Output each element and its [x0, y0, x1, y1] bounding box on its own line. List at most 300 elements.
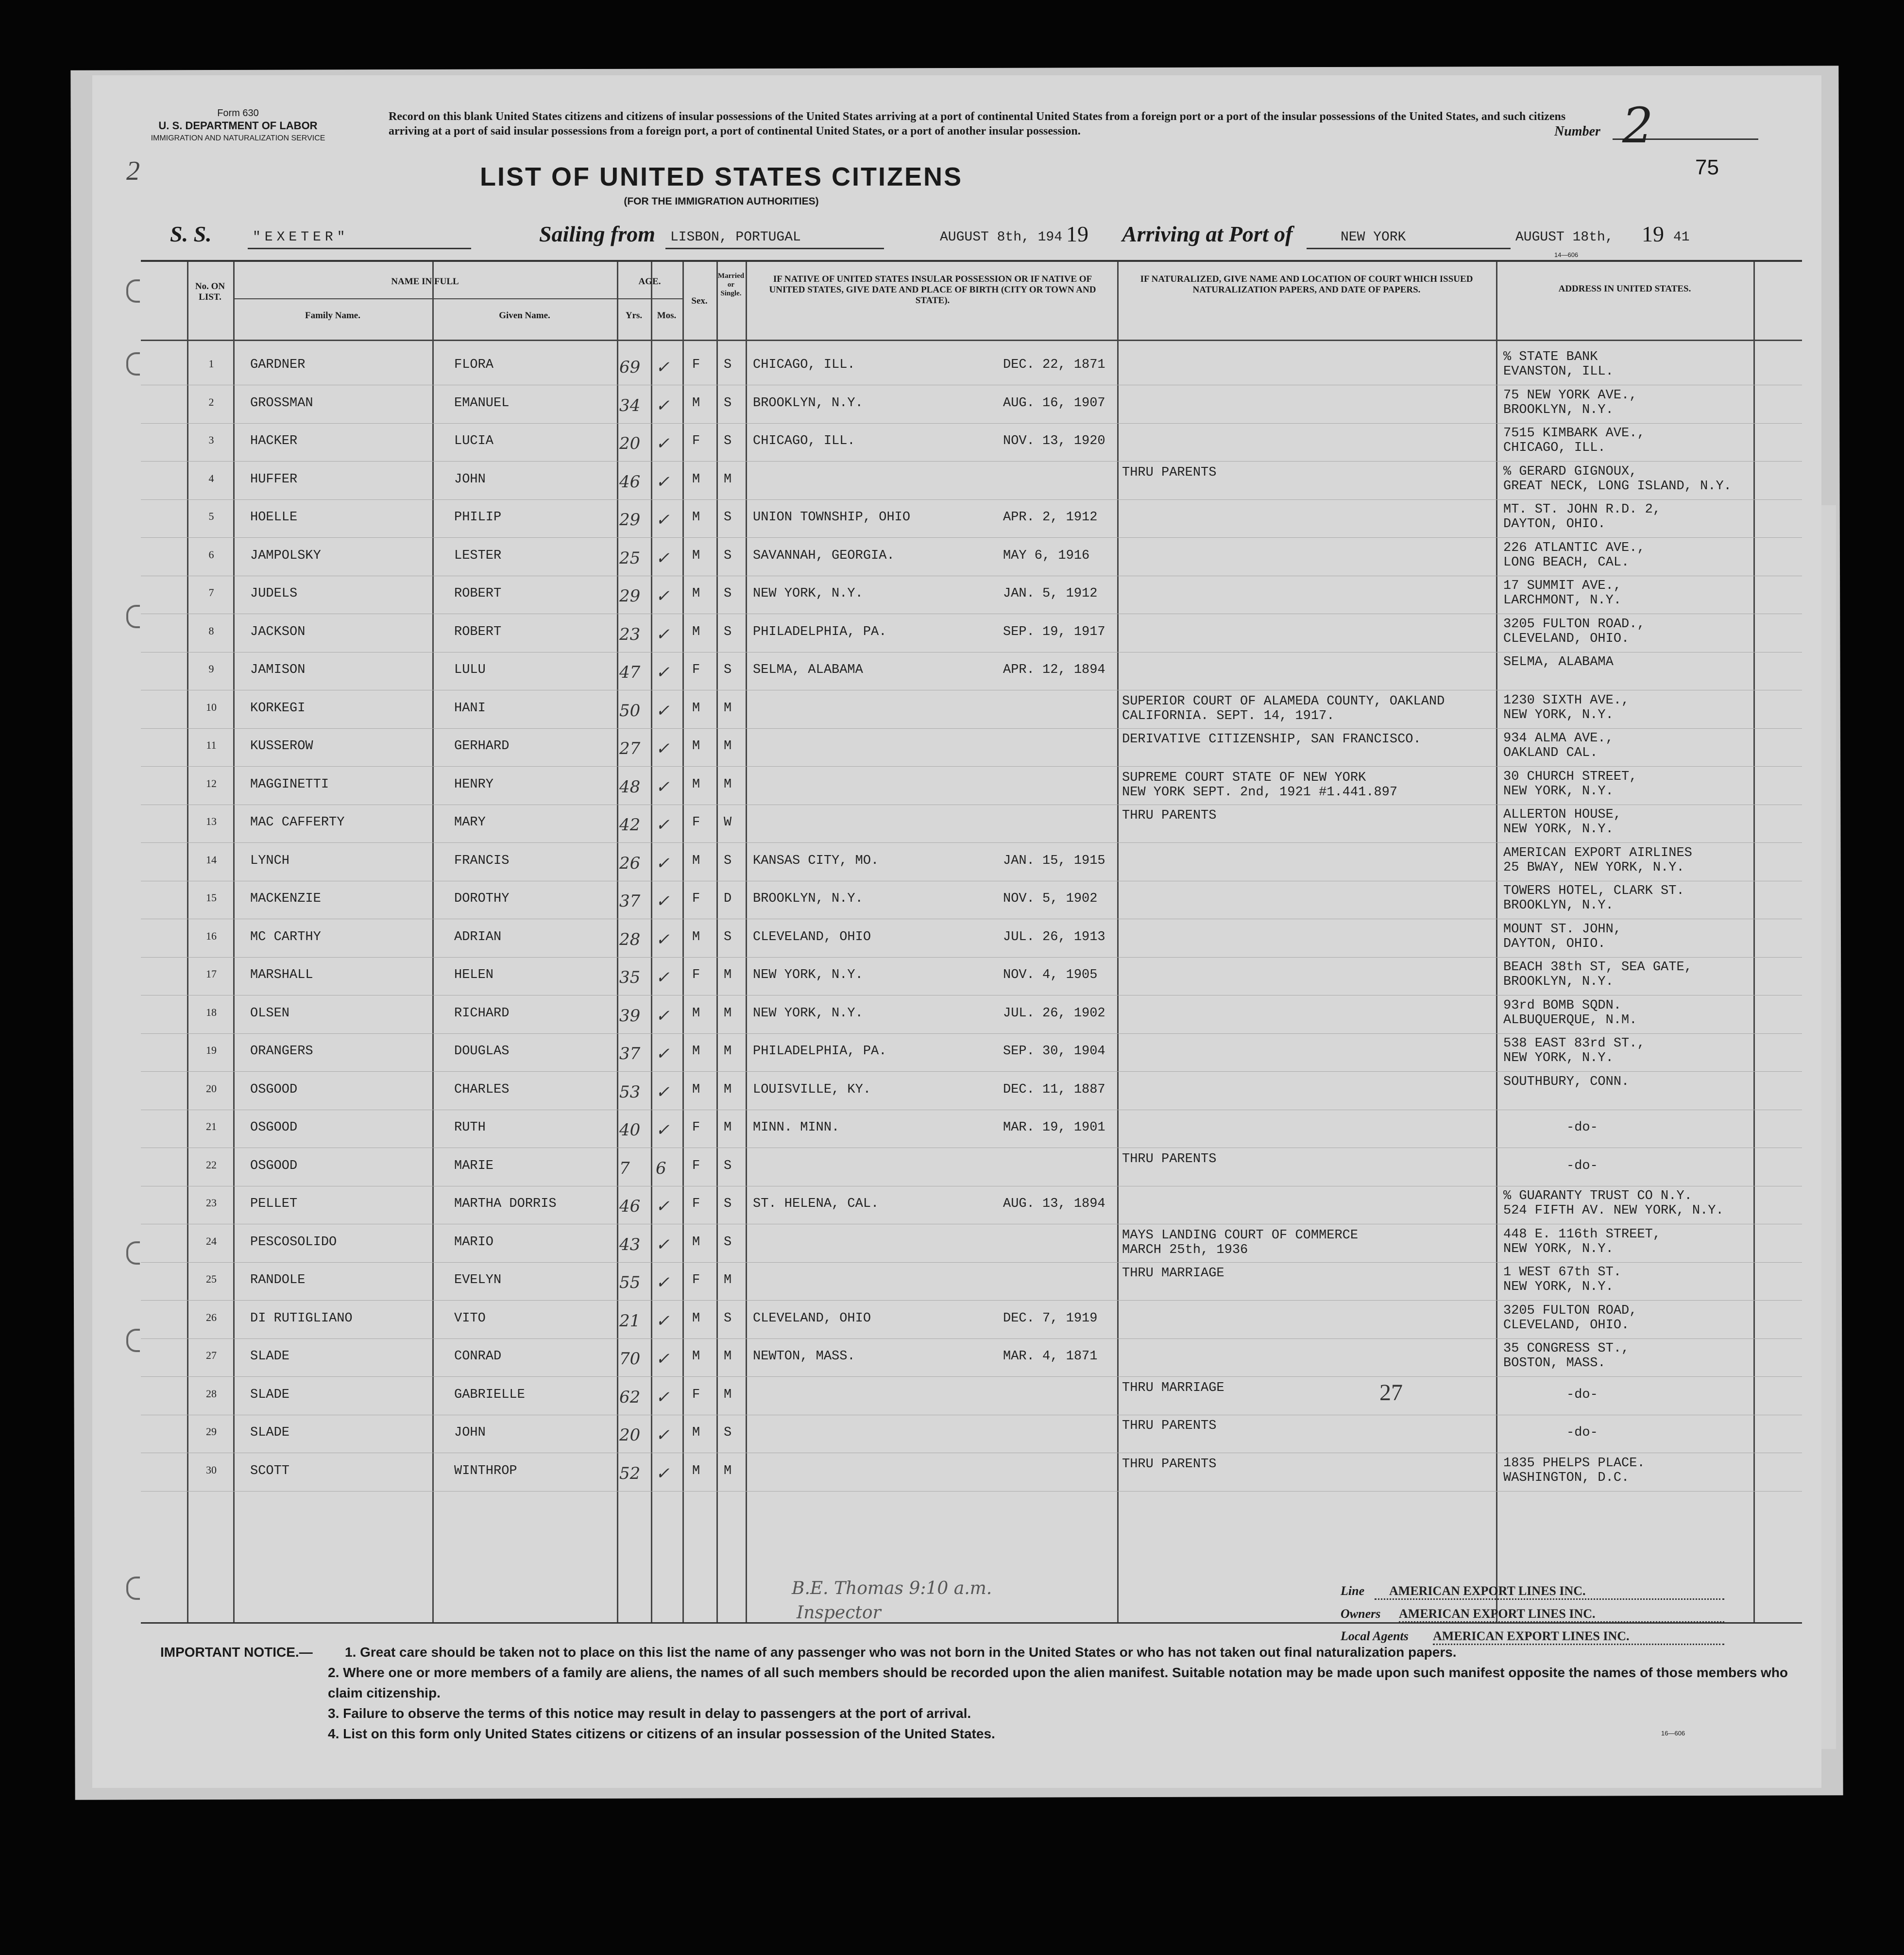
age-years: 55 — [619, 1273, 641, 1292]
address-line-1: % STATE BANK — [1503, 350, 1598, 364]
age-years: 46 — [619, 472, 641, 492]
family-name: OSGOOD — [250, 1120, 298, 1135]
marital-status: M — [724, 1349, 732, 1364]
birth-place: PHILADELPHIA, PA. — [753, 1044, 887, 1059]
age-years: 20 — [619, 1425, 641, 1445]
table-row — [141, 499, 1802, 538]
birth-place: CHICAGO, ILL. — [753, 434, 855, 448]
family-name: SLADE — [250, 1387, 290, 1402]
age-months: ✓ — [656, 663, 670, 682]
family-name: LYNCH — [250, 853, 290, 868]
table-row — [141, 538, 1802, 576]
birth-date: JUL. 26, 1913 — [1003, 929, 1105, 944]
marital-status: S — [724, 1425, 732, 1440]
address-line-2: BROOKLYN, N.Y. — [1503, 898, 1614, 913]
birth-date: DEC. 22, 1871 — [1003, 358, 1105, 372]
marital-status: M — [724, 1463, 732, 1478]
address-line-2: BROOKLYN, N.Y. — [1503, 975, 1614, 989]
birth-place: SAVANNAH, GEORGIA. — [753, 548, 895, 563]
birth-place: CLEVELAND, OHIO — [753, 1311, 871, 1326]
family-name: MACKENZIE — [250, 892, 321, 906]
age-years: 23 — [619, 624, 641, 644]
birth-place: SELMA, ALABAMA — [753, 663, 863, 677]
sex: M — [692, 395, 700, 411]
address-line-2: NEW YORK, N.Y. — [1503, 1241, 1614, 1256]
sex: M — [692, 624, 700, 639]
marital-status: S — [724, 395, 732, 411]
table-row — [141, 843, 1802, 881]
table-row — [141, 919, 1802, 958]
age-years: 35 — [619, 968, 641, 987]
row-number: 3 — [208, 434, 214, 446]
address-line-2: DAYTON, OHIO. — [1503, 517, 1606, 532]
table-row — [141, 1224, 1802, 1263]
birth-place: UNION TOWNSHIP, OHIO — [753, 510, 911, 525]
header-no: No. ON LIST. — [195, 281, 225, 302]
row-number: 17 — [206, 968, 217, 980]
address-line-1: -do- — [1566, 1158, 1598, 1173]
address-line-1: -do- — [1566, 1387, 1598, 1402]
table-row — [141, 1338, 1802, 1377]
header-married: Married or Single. — [717, 272, 745, 297]
marital-status: S — [724, 548, 732, 563]
naturalization-1: THRU MARRIAGE — [1122, 1266, 1224, 1281]
given-name: RUTH — [454, 1120, 486, 1135]
family-name: JUDELS — [250, 586, 298, 601]
row-number: 21 — [206, 1120, 217, 1132]
sex: M — [692, 1235, 700, 1250]
given-name: HENRY — [454, 777, 494, 792]
line-value: AMERICAN EXPORT LINES INC. — [1389, 1584, 1586, 1598]
table-row — [141, 728, 1802, 767]
age-months: ✓ — [656, 777, 670, 797]
sex: F — [692, 1120, 700, 1135]
address-line-1: 75 NEW YORK AVE., — [1503, 388, 1637, 403]
address-line-1: 3205 FULTON ROAD., — [1503, 617, 1645, 632]
family-name: SCOTT — [250, 1463, 290, 1478]
sex: M — [692, 1044, 700, 1059]
sex: F — [692, 1197, 700, 1211]
marital-status: M — [724, 1387, 732, 1402]
family-name: OSGOOD — [250, 1158, 298, 1173]
address-line-1: ALLERTON HOUSE, — [1503, 807, 1622, 822]
birth-date: MAY 6, 1916 — [1003, 548, 1090, 563]
age-months: ✓ — [656, 1044, 670, 1063]
address-line-2: OAKLAND CAL. — [1503, 746, 1598, 760]
marital-status: S — [724, 1158, 732, 1173]
address-line-1: 17 SUMMIT AVE., — [1503, 579, 1622, 593]
address-line-2: BROOKLYN, N.Y. — [1503, 402, 1614, 417]
birth-place: ST. HELENA, CAL. — [753, 1197, 879, 1211]
given-name: JOHN — [454, 472, 486, 487]
age-years: 42 — [619, 815, 641, 835]
marital-status: S — [724, 1311, 732, 1326]
table-row — [141, 576, 1802, 614]
family-name: ORANGERS — [250, 1044, 313, 1059]
sex: M — [692, 1349, 700, 1364]
family-name: HUFFER — [250, 472, 298, 487]
address-line-1: 93rd BOMB SQDN. — [1503, 998, 1622, 1013]
family-name: MARSHALL — [250, 968, 313, 982]
age-years: 27 — [619, 739, 641, 758]
arrival-year: 41 — [1673, 230, 1690, 245]
birth-date: NOV. 5, 1902 — [1003, 892, 1098, 906]
header-age: AGE. — [638, 276, 661, 287]
given-name: ADRIAN — [454, 929, 502, 944]
service-name: IMMIGRATION AND NATURALIZATION SERVICE — [151, 134, 325, 142]
address-line-1: % GUARANTY TRUST CO N.Y. — [1503, 1189, 1692, 1203]
birth-place: CHICAGO, ILL. — [753, 358, 855, 372]
department-name: U. S. DEPARTMENT OF LABOR — [158, 120, 318, 132]
given-name: WINTHROP — [454, 1463, 517, 1478]
passenger-table — [141, 260, 1802, 1624]
header-family-name: Family Name. — [305, 310, 360, 321]
address-line-2: GREAT NECK, LONG ISLAND, N.Y. — [1503, 479, 1732, 494]
naturalization-1: MAYS LANDING COURT OF COMMERCE — [1122, 1228, 1359, 1243]
line-label: Line — [1341, 1584, 1365, 1598]
age-months: ✓ — [656, 1349, 670, 1369]
table-row — [141, 1262, 1802, 1301]
family-name: JAMPOLSKY — [250, 548, 321, 563]
birth-place: CLEVELAND, OHIO — [753, 929, 871, 944]
naturalization-1: THRU PARENTS — [1122, 1151, 1217, 1166]
naturalization-1: SUPERIOR COURT OF ALAMEDA COUNTY, OAKLAND — [1122, 694, 1445, 709]
punch-hole — [126, 1329, 140, 1352]
naturalization-1: THRU PARENTS — [1122, 465, 1217, 480]
age-months: 6 — [656, 1158, 666, 1178]
header-address: ADDRESS IN UNITED STATES. — [1558, 284, 1691, 294]
table-row — [141, 995, 1802, 1034]
row-number: 13 — [206, 815, 217, 827]
address-line-1: 934 ALMA AVE., — [1503, 731, 1614, 746]
address-line-2: CHICAGO, ILL. — [1503, 441, 1606, 455]
given-name: MARIE — [454, 1158, 494, 1173]
birth-place: LOUISVILLE, KY. — [753, 1082, 871, 1097]
print-code-top: 14—606 — [1554, 251, 1579, 258]
sex: M — [692, 777, 700, 792]
birth-date: APR. 12, 1894 — [1003, 663, 1105, 677]
marital-status: S — [724, 586, 732, 601]
owners-value: AMERICAN EXPORT LINES INC. — [1399, 1607, 1596, 1621]
row-number: 9 — [208, 663, 214, 675]
row-number: 27 — [206, 1349, 217, 1361]
family-name: PELLET — [250, 1197, 298, 1211]
age-months: ✓ — [656, 586, 670, 606]
age-years: 48 — [619, 777, 641, 797]
age-months: ✓ — [656, 701, 670, 720]
marital-status: S — [724, 434, 732, 448]
age-years: 46 — [619, 1197, 641, 1216]
age-months: ✓ — [656, 1082, 670, 1102]
address-line-2: 524 FIFTH AV. NEW YORK, N.Y. — [1503, 1203, 1724, 1218]
given-name: RICHARD — [454, 1006, 510, 1021]
table-row — [141, 690, 1802, 729]
address-line-1: SOUTHBURY, CONN. — [1503, 1074, 1630, 1089]
address-line-2: NEW YORK, N.Y. — [1503, 822, 1614, 837]
address-line-1: 35 CONGRESS ST., — [1503, 1341, 1630, 1356]
age-months: ✓ — [656, 1425, 670, 1445]
given-name: FRANCIS — [454, 853, 510, 868]
family-name: MAC CAFFERTY — [250, 815, 345, 830]
address-line-1: 7515 KIMBARK AVE., — [1503, 426, 1645, 441]
given-name: MARY — [454, 815, 486, 830]
row-number: 7 — [208, 586, 214, 599]
marital-status: S — [724, 929, 732, 944]
owners-label: Owners — [1341, 1607, 1381, 1621]
number-value: 2 — [1622, 97, 1653, 154]
given-name: GERHARD — [454, 739, 510, 754]
sex: F — [692, 434, 700, 448]
sex: F — [692, 358, 700, 372]
family-name: GROSSMAN — [250, 395, 313, 411]
marital-status: S — [724, 1235, 732, 1250]
table-row — [141, 957, 1802, 995]
form-identifier — [141, 107, 335, 145]
address-line-1: 1230 SIXTH AVE., — [1503, 693, 1630, 708]
given-name: LESTER — [454, 548, 502, 563]
naturalization-2: MARCH 25th, 1936 — [1122, 1242, 1248, 1257]
marital-status: M — [724, 1044, 732, 1059]
row-number: 24 — [206, 1235, 217, 1247]
age-years: 20 — [619, 434, 641, 453]
punch-hole — [126, 1241, 140, 1265]
table-row — [141, 767, 1802, 805]
row-number: 4 — [208, 472, 214, 484]
age-months: ✓ — [656, 1197, 670, 1216]
sex: M — [692, 1082, 700, 1097]
family-name: JAMISON — [250, 663, 306, 677]
row-number: 5 — [208, 510, 214, 522]
inspector-signature: B.E. Thomas 9:10 a.m. — [792, 1578, 992, 1598]
punch-hole — [126, 352, 140, 376]
given-name: JOHN — [454, 1425, 486, 1440]
age-years: 29 — [619, 586, 641, 606]
table-row — [141, 1415, 1802, 1453]
row-number: 14 — [206, 853, 217, 866]
age-years: 21 — [619, 1311, 641, 1331]
age-years: 40 — [619, 1120, 641, 1140]
marital-status: D — [724, 892, 732, 906]
family-name: OSGOOD — [250, 1082, 298, 1097]
given-name: PHILIP — [454, 510, 502, 525]
age-years: 50 — [619, 701, 641, 720]
sex: M — [692, 929, 700, 944]
birth-place: KANSAS CITY, MO. — [753, 853, 879, 868]
age-months: ✓ — [656, 395, 670, 415]
birth-date: JAN. 5, 1912 — [1003, 586, 1098, 601]
table-row — [141, 805, 1802, 843]
sex: M — [692, 1311, 700, 1326]
address-line-1: 1835 PHELPS PLACE. — [1503, 1456, 1645, 1471]
address-line-1: 1 WEST 67th ST. — [1503, 1265, 1622, 1280]
marital-status: M — [724, 968, 732, 982]
address-line-1: MT. ST. JOHN R.D. 2, — [1503, 502, 1661, 517]
row-number: 16 — [206, 929, 217, 942]
agents-value: AMERICAN EXPORT LINES INC. — [1433, 1629, 1630, 1643]
address-line-1: AMERICAN EXPORT AIRLINES — [1503, 845, 1692, 860]
age-years: 39 — [619, 1006, 641, 1026]
birth-place: NEWTON, MASS. — [753, 1349, 855, 1364]
birth-date: AUG. 16, 1907 — [1003, 395, 1105, 411]
marital-status: S — [724, 624, 732, 639]
given-name: HELEN — [454, 968, 494, 982]
marital-status: S — [724, 663, 732, 677]
marital-status: S — [724, 1197, 732, 1211]
birth-place: MINN. MINN. — [753, 1120, 840, 1135]
birth-date: APR. 2, 1912 — [1003, 510, 1098, 525]
age-years: 29 — [619, 510, 641, 530]
notice-item-4: 4. List on this form only United States citizens or citizens of an insular possession of the United States. — [328, 1726, 995, 1741]
birth-date: MAR. 19, 1901 — [1003, 1120, 1105, 1135]
age-years: 37 — [619, 892, 641, 911]
arrival-port: NEW YORK — [1341, 230, 1406, 245]
given-name: CHARLES — [454, 1082, 510, 1097]
age-months: ✓ — [656, 1311, 670, 1331]
table-row — [141, 1301, 1802, 1339]
row-number: 2 — [208, 395, 214, 408]
marital-status: M — [724, 1006, 732, 1021]
marital-status: M — [724, 1273, 732, 1287]
age-months: ✓ — [656, 1235, 670, 1254]
sex: F — [692, 1387, 700, 1402]
given-name: VITO — [454, 1311, 486, 1326]
manifest-sheet — [92, 75, 1821, 1788]
row-number: 26 — [206, 1311, 217, 1323]
age-months: ✓ — [656, 472, 670, 492]
table-row — [141, 614, 1802, 652]
age-months: ✓ — [656, 1273, 670, 1292]
row-number: 20 — [206, 1082, 217, 1095]
row-number: 30 — [206, 1463, 217, 1476]
age-months: ✓ — [656, 358, 670, 377]
punch-hole — [126, 605, 140, 628]
table-row — [141, 1377, 1802, 1415]
given-name: DOROTHY — [454, 892, 510, 906]
table-row — [141, 385, 1802, 424]
row-number: 22 — [206, 1158, 217, 1171]
count-note: 27 — [1379, 1380, 1403, 1406]
address-line-2: ALBUQUERQUE, N.M. — [1503, 1012, 1637, 1028]
given-name: EMANUEL — [454, 395, 510, 411]
margin-note: 2 — [126, 156, 140, 186]
form-number: Form 630 — [217, 108, 259, 119]
marital-status: M — [724, 1120, 732, 1135]
address-line-2: CLEVELAND, OHIO. — [1503, 1318, 1630, 1333]
age-months: ✓ — [656, 929, 670, 949]
age-years: 69 — [619, 358, 641, 377]
address-line-2: NEW YORK, N.Y. — [1503, 707, 1614, 722]
notice-item-1: 1. Great care should be taken not to place on this list the name of any passenger who was not born in the United States or who has not taken out final naturalization papers. — [345, 1645, 1457, 1660]
header-name: NAME IN FULL — [391, 276, 459, 287]
family-name: SLADE — [250, 1425, 290, 1440]
row-number: 8 — [208, 624, 214, 637]
age-months: ✓ — [656, 739, 670, 758]
birth-place: NEW YORK, N.Y. — [753, 968, 863, 982]
ship-name: "EXETER" — [253, 230, 349, 245]
birth-date: DEC. 7, 1919 — [1003, 1311, 1098, 1326]
naturalization-1: THRU PARENTS — [1122, 808, 1217, 823]
page-subtitle: (FOR THE IMMIGRATION AUTHORITIES) — [624, 196, 819, 207]
row-number: 18 — [206, 1006, 217, 1018]
sex: F — [692, 1158, 700, 1173]
address-line-1: -do- — [1566, 1425, 1598, 1440]
sailing-label: Sailing from — [539, 222, 656, 246]
age-months: ✓ — [656, 1463, 670, 1483]
marital-status: S — [724, 358, 732, 372]
age-years: 26 — [619, 853, 641, 873]
birth-place: PHILADELPHIA, PA. — [753, 624, 887, 639]
age-months: ✓ — [656, 1006, 670, 1026]
sex: M — [692, 586, 700, 601]
family-name: HOELLE — [250, 510, 298, 525]
age-months: ✓ — [656, 815, 670, 835]
birth-place: BROOKLYN, N.Y. — [753, 892, 863, 906]
header-naturalization: IF NATURALIZED, GIVE NAME AND LOCATION OF COURT WHICH ISSUED NATURALIZATION PAPERS, AND DATE OF PAPERS. — [1140, 274, 1473, 295]
naturalization-1: THRU MARRIAGE — [1122, 1380, 1224, 1395]
table-row — [141, 423, 1802, 462]
family-name: MC CARTHY — [250, 929, 321, 944]
naturalization-1: SUPREME COURT STATE OF NEW YORK — [1122, 770, 1366, 785]
birth-date: MAR. 4, 1871 — [1003, 1349, 1098, 1364]
address-line-1: 3205 FULTON ROAD, — [1503, 1303, 1637, 1318]
arrival-year-prefix: 19 — [1642, 222, 1664, 246]
inspector-title: Inspector — [797, 1603, 881, 1623]
page-title: LIST OF UNITED STATES CITIZENS — [480, 162, 963, 191]
table-row — [141, 347, 1802, 385]
birth-date: SEP. 19, 1917 — [1003, 624, 1105, 639]
given-name: MARTHA DORRIS — [454, 1197, 557, 1211]
page-number: 75 — [1695, 155, 1719, 179]
address-line-2: DAYTON, OHIO. — [1503, 936, 1606, 951]
birth-date: AUG. 13, 1894 — [1003, 1197, 1105, 1211]
marital-status: M — [724, 1082, 732, 1097]
table-row — [141, 1110, 1802, 1148]
row-number: 6 — [208, 548, 214, 561]
family-name: GARDNER — [250, 358, 306, 372]
age-years: 62 — [619, 1387, 641, 1407]
family-name: PESCOSOLIDO — [250, 1235, 337, 1250]
sex: M — [692, 1425, 700, 1440]
birth-date: NOV. 4, 1905 — [1003, 968, 1098, 982]
naturalization-1: DERIVATIVE CITIZENSHIP, SAN FRANCISCO. — [1122, 732, 1421, 747]
family-name: JACKSON — [250, 624, 306, 639]
given-name: FLORA — [454, 358, 494, 372]
ss-label: S. S. — [170, 222, 212, 246]
table-row — [141, 1072, 1802, 1110]
address-line-2: LONG BEACH, CAL. — [1503, 555, 1630, 570]
address-line-1: 448 E. 116th STREET, — [1503, 1227, 1661, 1242]
birth-date: DEC. 11, 1887 — [1003, 1082, 1105, 1097]
sex: M — [692, 1463, 700, 1478]
birth-date: SEP. 30, 1904 — [1003, 1044, 1105, 1059]
marital-status: S — [724, 510, 732, 525]
header-given-name: Given Name. — [499, 310, 550, 321]
marital-status: S — [724, 853, 732, 868]
address-line-2: LARCHMONT, N.Y. — [1503, 593, 1622, 608]
row-number: 29 — [206, 1425, 217, 1438]
table-row — [141, 881, 1802, 919]
birth-place: NEW YORK, N.Y. — [753, 586, 863, 601]
family-name: KUSSEROW — [250, 739, 313, 754]
header-sex: Sex. — [691, 296, 708, 306]
address-line-1: TOWERS HOTEL, CLARK ST. — [1503, 884, 1684, 898]
given-name: CONRAD — [454, 1349, 502, 1364]
address-line-2: NEW YORK, N.Y. — [1503, 1280, 1614, 1294]
row-number: 10 — [206, 701, 217, 713]
table-row — [141, 1453, 1802, 1492]
age-years: 28 — [619, 929, 641, 949]
given-name: DOUGLAS — [454, 1044, 510, 1059]
